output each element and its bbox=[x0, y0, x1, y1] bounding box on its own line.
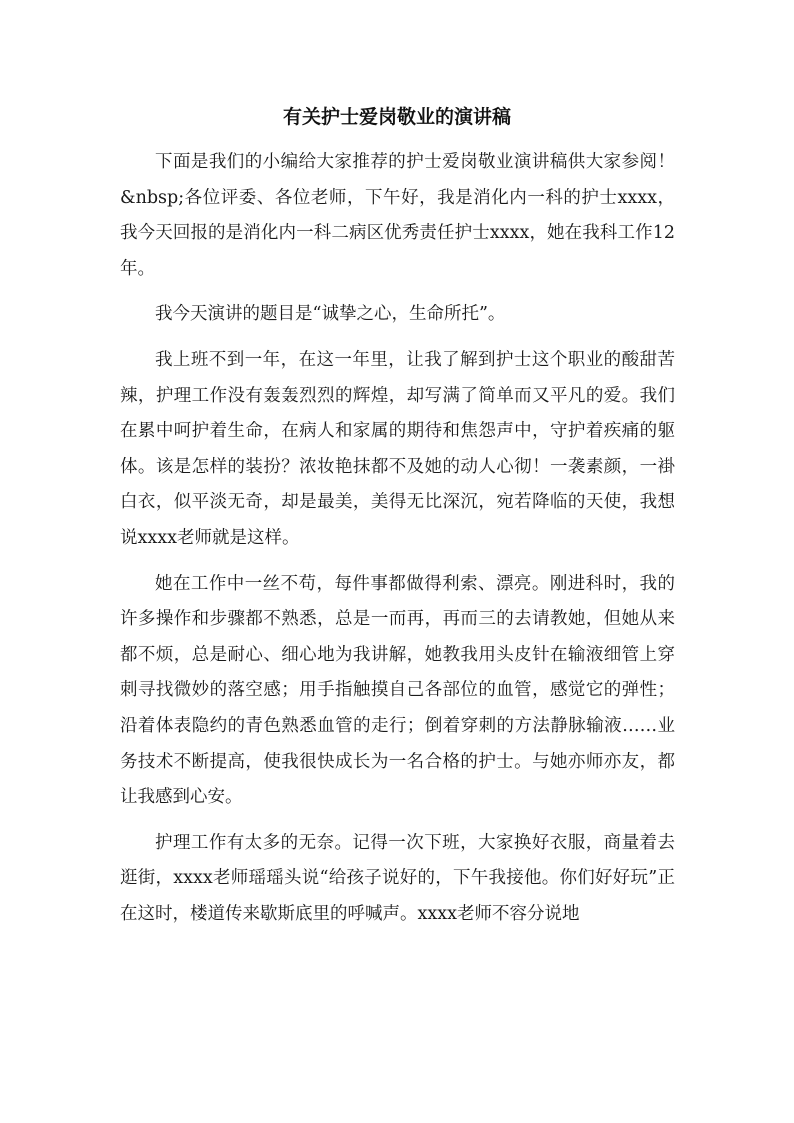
paragraph-speech-topic: 我今天演讲的题目是“诚挚之心，生命所托”。 bbox=[155, 304, 506, 325]
paragraph-spacer bbox=[120, 557, 675, 567]
document-body bbox=[120, 145, 675, 932]
paragraph-intro: 下面是我们的小编给大家推荐的护士爱岗敬业演讲稿供大家参阅！ &nbsp;各位评委、各位老师，下午好，我是消化内一科的护士xxxx，我今天回报的是消化内一科二病区优秀责任护士xxxx，她在我科工作12年。 bbox=[120, 152, 675, 279]
paragraph-spacer bbox=[120, 816, 675, 826]
paragraph-first-year: 我上班不到一年，在这一年里，让我了解到护士这个职业的酸甜苦辣，护理工作没有轰轰烈烈的辉煌，却写满了简单而又平凡的爱。我们在累中呵护着生命，在病人和家属的期待和焦怨声中，守护着疾痛的躯体。该是怎样的装扮？浓妆艳抹都不及她的动人心彻！一袭素颜，一褂白衣，似平淡无奇，却是最美，美得无比深沉，宛若降临的天使，我想说xxxx老师就是这样。 bbox=[120, 349, 675, 548]
document-title: 有关护士爱岗敬业的演讲稿 bbox=[282, 106, 511, 128]
paragraph-mentor: 她在工作中一丝不苟，每件事都做得利索、漂亮。刚进科时，我的许多操作和步骤都不熟悉，总是一而再，再而三的去请教她，但她从来都不烦，总是耐心、细心地为我讲解，她教我用头皮针在输液细管上穿刺寻找微妙的落空感；用手指触摸自己各部位的血管，感觉它的弹性；沿着体表隐约的青色熟悉血管的走行；倒着穿刺的方法静脉输液……业务技术不断提高，使我很快成长为一名合格的护士。与她亦师亦友，都让我感到心安。 bbox=[120, 573, 675, 808]
paragraph-spacer bbox=[120, 333, 675, 343]
paragraph-helplessness: 护理工作有太多的无奈。记得一次下班，大家换好衣服，商量着去逛街，xxxx老师瑶瑶头说“给孩子说好的，下午我接他。你们好好玩”正在这时，楼道传来歇斯底里的呼喊声。xxxx老师不容分说地 bbox=[120, 832, 675, 924]
paragraph-spacer bbox=[120, 287, 675, 297]
